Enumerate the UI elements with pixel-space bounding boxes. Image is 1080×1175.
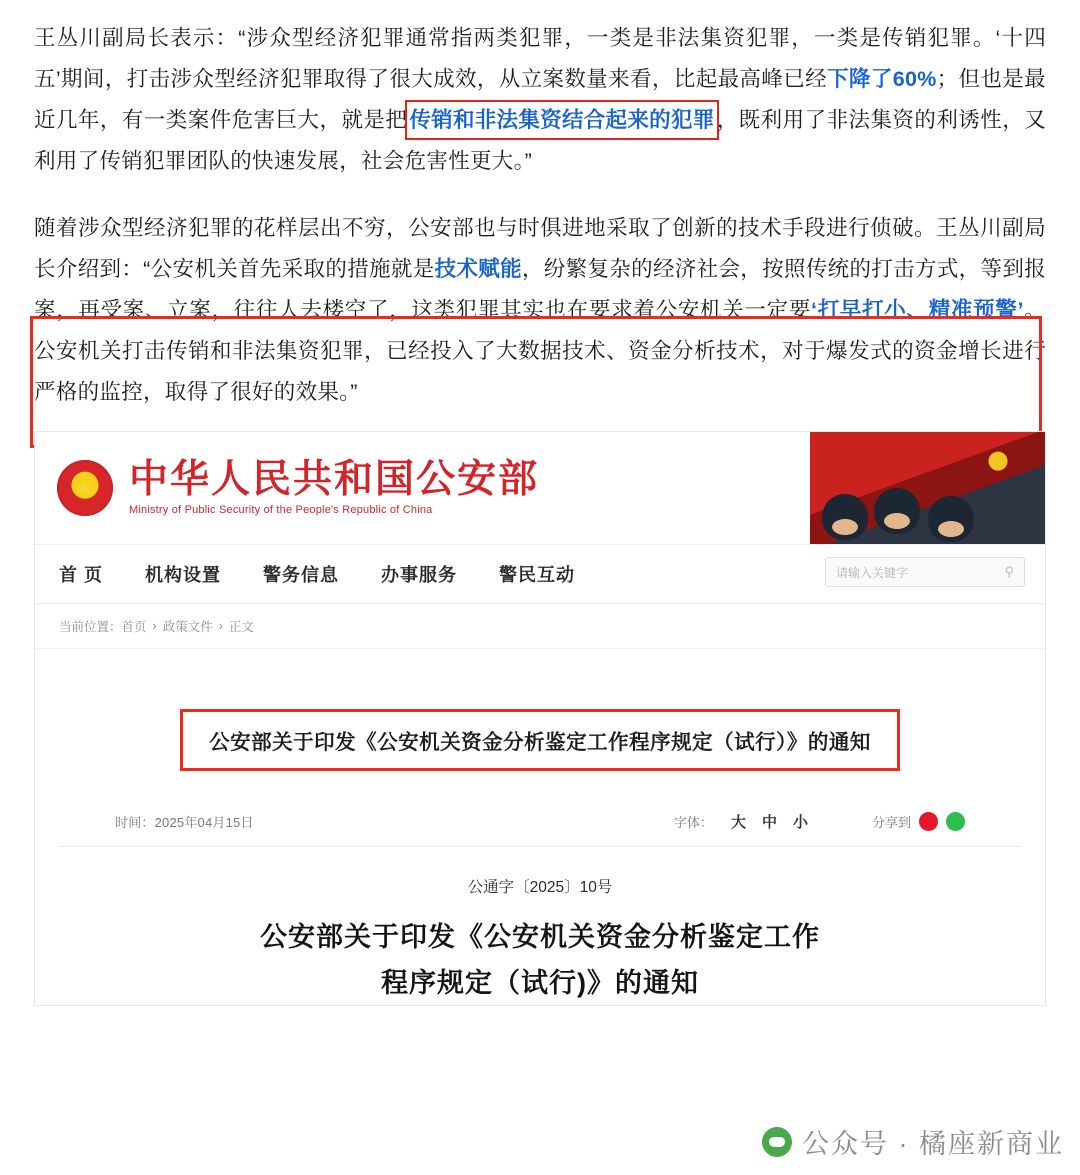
font-size-label: 字体： — [673, 815, 713, 830]
search-icon[interactable]: ⚲ — [1004, 564, 1014, 579]
paragraph-2-seg3: 。公安机关打击传销和非法集资犯罪，已经投入了大数据技术、资金分析技术，对于爆发式的资金增长进行严格的监控，取得了很好的效果。” — [34, 298, 1046, 404]
document-number: 公通字〔2025〕10号 — [467, 879, 613, 896]
breadcrumb-item-article: 正文 — [228, 620, 254, 634]
officer-figure-icon — [928, 496, 974, 542]
font-size-large-button[interactable]: 大 — [730, 814, 746, 831]
site-title-cn: 中华人民共和国公安部 — [129, 457, 540, 501]
font-size-controls — [674, 811, 808, 832]
nav-item-home[interactable]: 首 页 — [59, 565, 104, 585]
weibo-icon[interactable] — [919, 812, 938, 831]
wechat-icon[interactable] — [946, 812, 965, 831]
paragraph-1-seg2: ；但也是最近几年，有一类案件危害巨大，就是把 — [34, 67, 1046, 132]
document-time-value: 2025年04月15日 — [154, 815, 254, 830]
font-size-small-button[interactable]: 小 — [792, 814, 808, 831]
paragraph-2-seg2: ，纷繁复杂的经济社会，按照传统的打击方式，等到报案，再受案、立案，往往人去楼空了，这类犯罪其实也在要求着公安机关一定要 — [34, 257, 1046, 322]
paragraph-1-seg1: 王丛川副局长表示：“涉众型经济犯罪通常指两类犯罪，一类是非法集资犯罪，一类是传销犯罪。‘十四五’期间，打击涉众型经济犯罪取得了很大成效，从立案数量来看，比起最高峰已经 — [34, 26, 1046, 91]
paragraph-2-seg1: 随着涉众型经济犯罪的花样层出不穷，公安部也与时俱进地采取了创新的技术手段进行侦破。王丛川副局长介绍到：“公安机关首先采取的措施就是 — [34, 216, 1046, 281]
breadcrumb-item-home[interactable]: 首页 — [121, 620, 147, 634]
share-label: 分享到 — [871, 815, 911, 830]
wechat-badge-icon — [762, 1127, 792, 1157]
article-body — [0, 0, 1080, 413]
embedded-website-screenshot — [34, 431, 1046, 1006]
paragraph-1-seg3: ，既利用了非法集资的利诱性，又利用了传销犯罪团队的快速发展，社会危害性更大。” — [34, 108, 1046, 173]
document-meta-bar — [59, 811, 1021, 847]
document-title-red-box — [180, 709, 900, 771]
document-time-label: 时间： — [115, 815, 155, 830]
breadcrumb-prefix: 当前位置： — [59, 620, 122, 634]
header-banner-photo — [810, 432, 1045, 544]
site-title-en: Ministry of Public Security of the People's Republic of China — [129, 504, 433, 517]
site-header — [35, 432, 1045, 544]
officer-figure-icon — [822, 494, 868, 540]
watermark — [762, 1122, 1064, 1161]
breadcrumb-separator: › — [152, 619, 157, 633]
search-box[interactable] — [825, 557, 1025, 587]
paragraph-1-highlight-boxed: 传销和非法集资结合起来的犯罪 — [407, 102, 716, 138]
paragraph-2-highlight-quote: ‘打早打小、精准预警’ — [811, 298, 1024, 322]
site-title-block — [129, 457, 540, 517]
paragraph-1-highlight-percent: 下降了60% — [827, 67, 937, 91]
share-controls — [872, 812, 965, 831]
nav-item-services[interactable]: 办事服务 — [381, 565, 458, 585]
nav-item-organization[interactable]: 机构设置 — [145, 565, 222, 585]
document-time — [115, 812, 254, 831]
nav-item-interaction[interactable]: 警民互动 — [499, 565, 576, 585]
breadcrumb-item-policy[interactable]: 政策文件 — [162, 620, 213, 634]
paragraph-2 — [34, 208, 1046, 413]
font-size-medium-button[interactable]: 中 — [761, 814, 777, 831]
national-emblem-icon — [57, 460, 113, 516]
watermark-text: 公众号 · 橘座新商业 — [802, 1129, 1064, 1159]
site-nav — [35, 544, 1045, 604]
breadcrumb-separator: › — [218, 619, 223, 633]
document-title: 公安部关于印发《公安机关资金分析鉴定工作程序规定（试行）》的通知 — [209, 731, 871, 754]
officer-figure-icon — [874, 488, 920, 534]
paragraph-1 — [34, 18, 1046, 182]
paragraph-2-wrap — [34, 200, 1046, 413]
document-body — [35, 649, 1045, 1005]
search-input[interactable]: 请输入关键字 — [836, 565, 909, 580]
document-heading-line2: 程序规定（试行)》的通知 — [381, 968, 699, 998]
nav-item-police-info[interactable]: 警务信息 — [263, 565, 340, 585]
paragraph-1-wrap — [34, 18, 1046, 182]
paragraph-2-highlight-tech: 技术赋能 — [434, 257, 522, 281]
document-heading-line1: 公安部关于印发《公安机关资金分析鉴定工作 — [260, 922, 820, 952]
breadcrumb — [35, 604, 1045, 649]
